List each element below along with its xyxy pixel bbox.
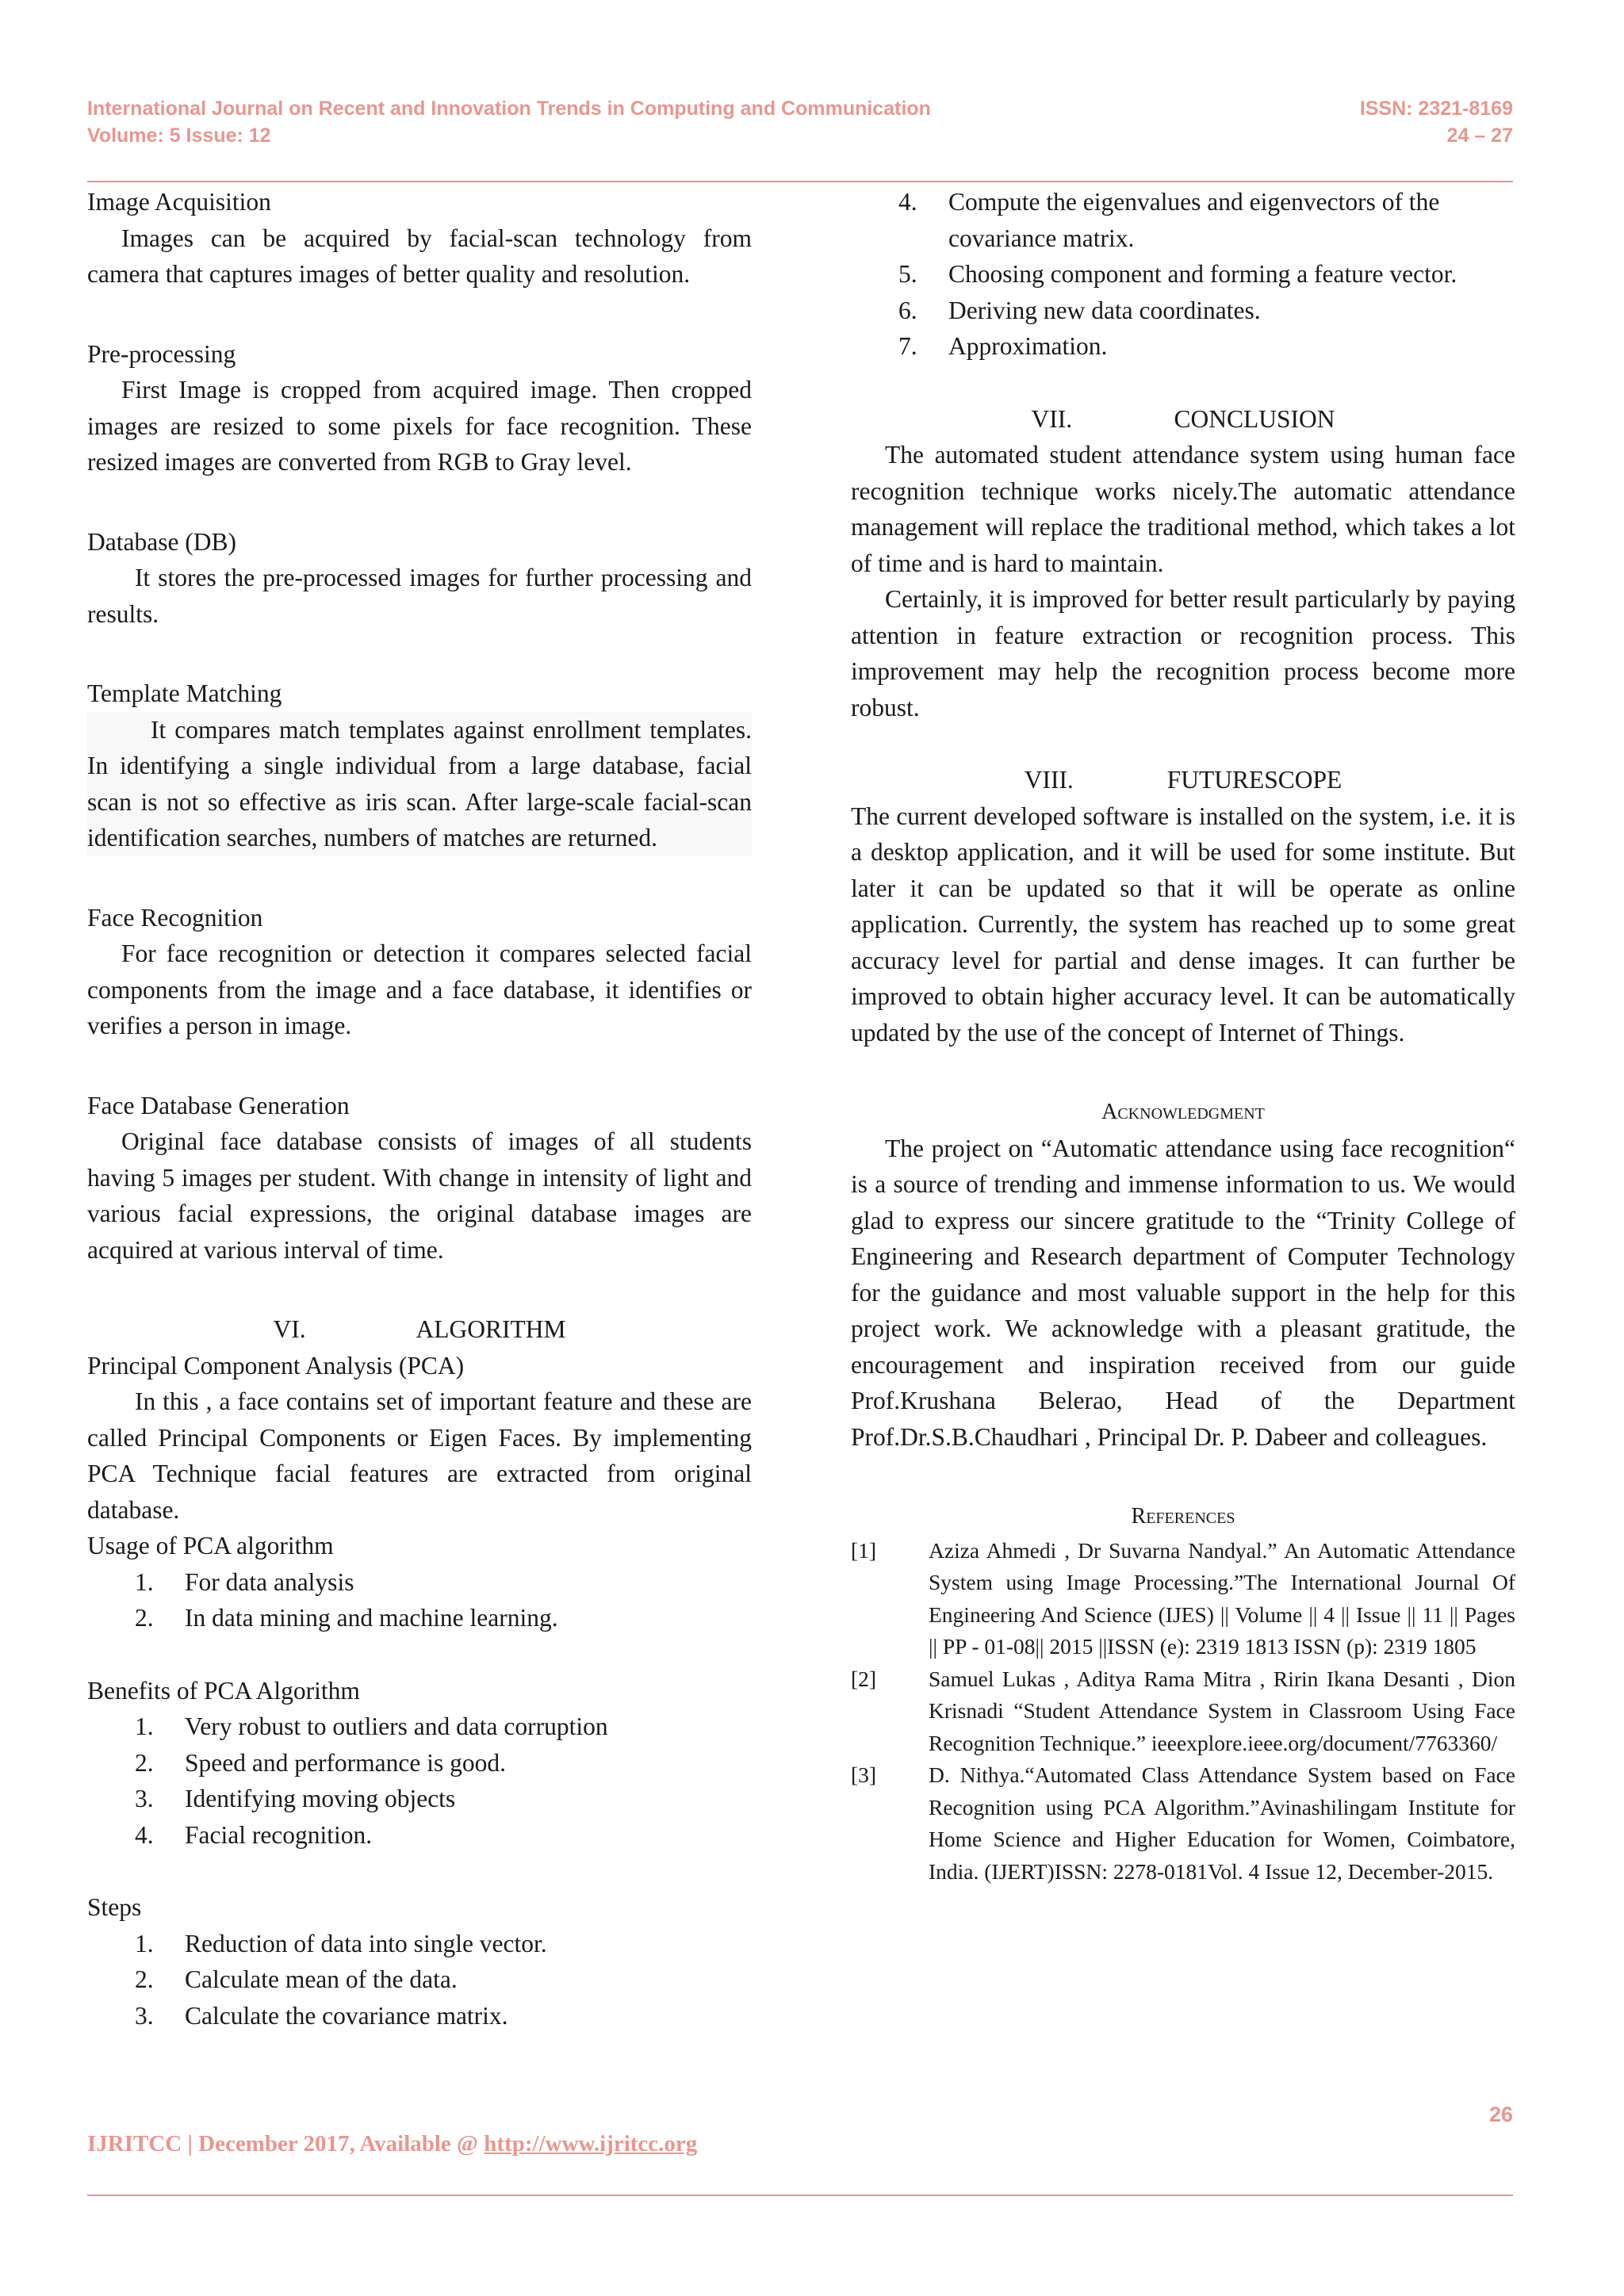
reference-list bbox=[851, 1535, 1515, 1888]
right-column bbox=[851, 184, 1515, 1888]
steps-list bbox=[87, 1926, 752, 2034]
journal-issn: ISSN: 2321-8169 bbox=[1359, 98, 1513, 120]
list-item: 2. Speed and performance is good. bbox=[135, 1748, 506, 1777]
acknowledgment-title: Acknowledgment bbox=[1101, 1100, 1265, 1124]
section-heading: Principal Component Analysis (PCA) bbox=[87, 1351, 465, 1380]
journal-title: International Journal on Recent and Innovation Trends in Computing and Communication bbox=[87, 98, 931, 120]
list-item: 2. Calculate mean of the data. bbox=[135, 1965, 458, 1993]
paragraph: First Image is cropped from acquired image. Then cropped images are resized to some pixels for face recognition. These resized images are converted from RGB to Gray level. bbox=[87, 376, 752, 476]
list-item: 6. Deriving new data coordinates. bbox=[898, 296, 1261, 324]
paragraph: The project on “Automatic attendance using face recognition“ is a source of trending and immense information to us. We would glad to express our sincere gratitude to the “Trinity College of Engineering and Research department of Computer Technology for the guidance and most valuable support in the help for this project work. We acknowledge with a pleasant gratitude, the encouragement and inspiration received from our guide Prof.Krushana Belerao, Head of the Department Prof.Dr.S.B.Chaudhari , Principal Dr. P. Dabeer and colleagues. bbox=[851, 1134, 1515, 1451]
spacer bbox=[87, 1044, 752, 1088]
section-heading: Database (DB) bbox=[87, 527, 237, 556]
spacer bbox=[851, 1455, 1515, 1498]
section-name: CONCLUSION bbox=[1174, 404, 1335, 433]
spacer bbox=[87, 1853, 752, 1889]
reference-text: Aziza Ahmedi , Dr Suvarna Nandyal.” An Automatic Attendance System using Image Processing.”The International Journal Of Engineering And Science (IJES) || Volume || 4 || Issue || 11 || Pages || PP - 01-08|| 2015 ||ISSN (e): 2319 1813 ISSN (p): 2319 1805 bbox=[929, 1537, 1515, 1659]
reference-item bbox=[851, 1759, 1515, 1888]
journal-volume: Volume: 5 Issue: 12 bbox=[87, 124, 271, 147]
paragraph: In this , a face contains set of important feature and these are called Principal Components or Eigen Faces. By implementing PCA Technique facial features are extracted from original database. bbox=[87, 1387, 752, 1524]
section-heading: Image Acquisition bbox=[87, 188, 271, 216]
reference-text: Samuel Lukas , Aditya Rama Mitra , Ririn Ikana Desanti , Dion Krisnadi “Student Attendance System in Classroom Using Face Recognition Technique.” ieeexplore.ieee.org/document/7763360/ bbox=[929, 1666, 1515, 1755]
spacer bbox=[87, 1636, 752, 1673]
section-title-conclusion bbox=[851, 401, 1515, 438]
paragraph: The automated student attendance system using human face recognition technique works nicely.The automatic attendance management will replace the traditional method, which takes a lot of time and is hard to maintain. bbox=[851, 441, 1515, 577]
list-item: 5. Choosing component and forming a feature vector. bbox=[898, 260, 1457, 288]
left-column bbox=[87, 184, 752, 2034]
paragraph: For face recognition or detection it compares selected facial components from the image and a face database, it identifies or verifies a person in image. bbox=[87, 939, 752, 1039]
paragraph: The current developed software is installed on the system, i.e. it is a desktop application, and it will be used for some institute. But later it can be updated so that it will be operate as online application. Currently, the system has reached up to some great accuracy level for partial and dense images. It can further be improved to obtain higher accuracy level. It can be automatically updated by the use of the concept of Internet of Things. bbox=[851, 802, 1515, 1047]
spacer bbox=[87, 480, 752, 524]
journal-issn-block bbox=[1360, 95, 1513, 149]
list-item: 3. Identifying moving objects bbox=[135, 1785, 456, 1812]
spacer bbox=[87, 1268, 752, 1311]
section-number: VII. bbox=[1031, 404, 1073, 433]
references-title: References bbox=[1131, 1504, 1235, 1529]
reference-number: [2] bbox=[851, 1666, 877, 1691]
list-item: 2. In data mining and machine learning. bbox=[135, 1604, 558, 1632]
footer-prefix: IJRITCC | December 2017, Available @ bbox=[87, 2131, 485, 2156]
section-name: FUTURESCOPE bbox=[1166, 766, 1342, 794]
reference-number: [3] bbox=[851, 1762, 877, 1787]
spacer bbox=[851, 365, 1515, 401]
list-item: 3. Calculate the covariance matrix. bbox=[135, 2001, 508, 2030]
journal-link[interactable]: http://www.ijritcc.org bbox=[484, 2131, 698, 2156]
spacer bbox=[851, 1050, 1515, 1094]
section-title-algorithm bbox=[87, 1311, 752, 1348]
paragraph: It compares match templates against enrollment templates. In identifying a single individual from a large database, facial scan is not so effective as iris scan. After large-scale facial-scan identification searches, numbers of matches are returned. bbox=[87, 712, 752, 856]
section-heading: Pre-processing bbox=[87, 339, 236, 368]
journal-header bbox=[87, 95, 931, 149]
usage-list bbox=[87, 1564, 752, 1636]
list-item: 1. For data analysis bbox=[135, 1567, 354, 1596]
reference-item bbox=[851, 1663, 1515, 1760]
spacer bbox=[851, 725, 1515, 762]
page-number: 26 bbox=[1488, 2103, 1513, 2126]
list-item: 4. Compute the eigenvalues and eigenvectors of the covariance matrix. bbox=[898, 188, 1440, 252]
section-heading: Face Recognition bbox=[87, 903, 263, 932]
reference-text: D. Nithya.“Automated Class Attendance System based on Face Recognition using PCA Algorithm.”Avinashilingam Institute for Home Science and Higher Education for Women, Coimbatore, India. (IJERT)ISSN: 2278-0181Vol. 4 Issue 12, December-2015. bbox=[929, 1762, 1515, 1884]
list-item: 7. Approximation. bbox=[898, 332, 1108, 360]
spacer bbox=[87, 856, 752, 900]
paragraph: Original face database consists of images of all students having 5 images per student. With change in intensity of light and various facial expressions, the original database images are acquired at various interval of time. bbox=[87, 1127, 752, 1264]
section-name: ALGORITHM bbox=[416, 1315, 566, 1343]
section-heading: Steps bbox=[87, 1893, 142, 1921]
section-heading: Benefits of PCA Algorithm bbox=[87, 1676, 360, 1705]
section-heading: Face Database Generation bbox=[87, 1091, 350, 1119]
steps-list-continued bbox=[851, 184, 1515, 365]
footer-rule bbox=[87, 2195, 1513, 2196]
section-number: VI. bbox=[273, 1315, 306, 1343]
list-item: 1. Very robust to outliers and data corruption bbox=[135, 1712, 608, 1740]
section-heading: Template Matching bbox=[87, 679, 282, 707]
spacer bbox=[87, 632, 752, 675]
section-heading: Usage of PCA algorithm bbox=[87, 1532, 334, 1559]
spacer bbox=[87, 293, 752, 336]
section-number: VIII. bbox=[1024, 766, 1074, 794]
paragraph: Images can be acquired by facial-scan technology from camera that captures images of better quality and resolution. bbox=[87, 224, 752, 288]
reference-item bbox=[851, 1535, 1515, 1663]
paragraph: It stores the pre-processed images for further processing and results. bbox=[87, 564, 752, 628]
journal-pages: 24 – 27 bbox=[1446, 124, 1513, 147]
section-title-futurescope bbox=[851, 762, 1515, 798]
benefits-list bbox=[87, 1709, 752, 1853]
list-item: 4. Facial recognition. bbox=[135, 1820, 373, 1849]
reference-number: [1] bbox=[851, 1537, 877, 1563]
paragraph: Certainly, it is improved for better result particularly by paying attention in feature extraction or recognition process. This improvement may help the recognition process become more robust. bbox=[851, 585, 1515, 721]
list-item: 1. Reduction of data into single vector. bbox=[135, 1929, 547, 1957]
header-rule bbox=[87, 181, 1513, 182]
footer-text bbox=[87, 2131, 697, 2157]
